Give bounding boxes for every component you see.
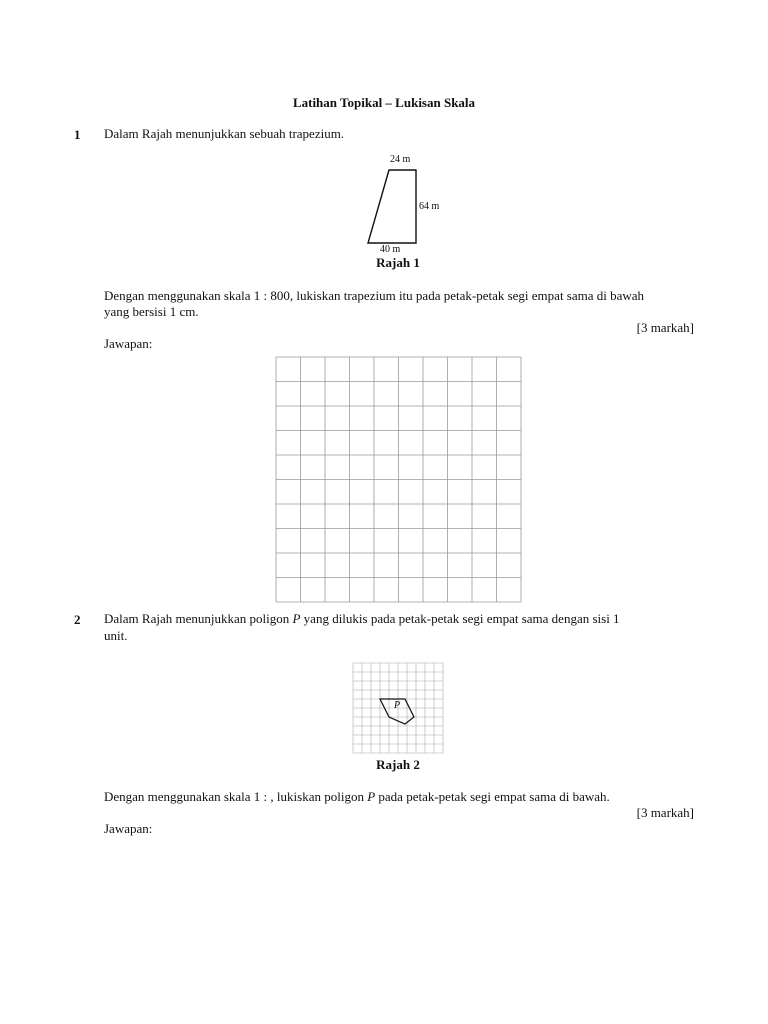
question-2-number: 2	[74, 612, 81, 627]
answer-grid	[276, 357, 522, 603]
figure-2-caption: Rajah 2	[376, 757, 420, 772]
question-2-instruction	[104, 789, 610, 805]
question-2-intro-before: Dalam Rajah menunjukkan poligon	[104, 611, 293, 626]
trapezium-side-label: 64 m	[419, 201, 440, 212]
question-1-instruction-line2: yang bersisi 1 cm.	[104, 304, 199, 319]
trapezium-bottom-label: 40 m	[380, 244, 401, 255]
question-1-number: 1	[74, 127, 81, 142]
polygon-p-label: P	[394, 700, 401, 711]
question-1-instruction-line1: Dengan menggunakan skala 1 : 800, lukiskan trapezium itu pada petak-petak segi empat sama di bawah	[104, 288, 645, 303]
polygon-name: P	[292, 611, 301, 626]
trapezium-figure	[360, 150, 470, 260]
figure-1-caption: Rajah 1	[376, 255, 420, 270]
question-2-intro-after: yang dilukis pada petak-petak segi empat sama dengan sisi 1	[300, 611, 620, 626]
question-2-intro-line2: unit.	[104, 628, 128, 643]
question-2-answer-label: Jawapan:	[104, 821, 153, 836]
trapezium-top-label: 24 m	[390, 154, 411, 165]
question-2-instruction-after: pada petak-petak segi empat sama di bawah.	[375, 789, 610, 804]
question-1-intro: Dalam Rajah menunjukkan sebuah trapezium.	[104, 126, 345, 141]
instruction-polygon-name: P	[367, 789, 376, 804]
question-2-instruction-before: Dengan menggunakan skala 1 : , lukiskan poligon	[104, 789, 368, 804]
question-1-answer-label: Jawapan:	[104, 336, 153, 351]
question-2-intro	[104, 611, 620, 627]
question-2-marks: [3 markah]	[636, 805, 694, 820]
trapezium-shape	[368, 170, 416, 243]
question-1-marks: [3 markah]	[636, 320, 694, 335]
document-title: Latihan Topikal – Lukisan Skala	[292, 95, 476, 110]
